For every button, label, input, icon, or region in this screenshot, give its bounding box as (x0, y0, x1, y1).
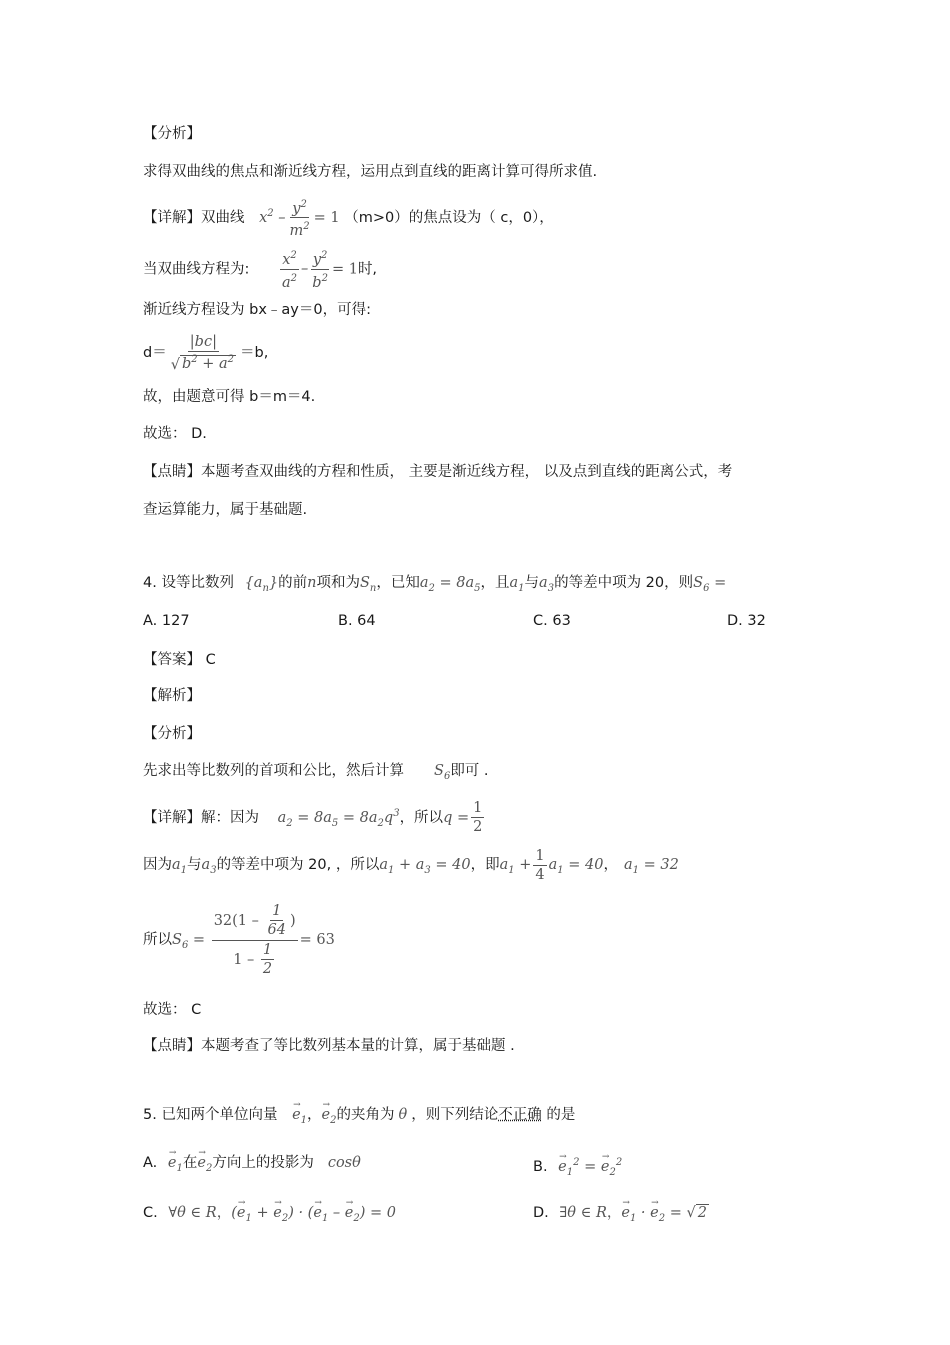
q4-line2-d: ，即 (470, 857, 500, 873)
q4-analysis-heading: 【分析】 (143, 726, 201, 742)
when-text: 当双曲线方程为: (143, 261, 250, 278)
q4-option-d[interactable]: D. 32 (727, 613, 766, 629)
q4-line2-b: 与 (187, 857, 202, 873)
conclusion-line: 故，由题意可得 b＝m＝4. (143, 389, 316, 405)
q4-suoyi: 所以 (143, 932, 172, 948)
q5-stem-b: ， (307, 1107, 322, 1123)
q4-stem-d: ，已知 (376, 575, 420, 591)
q4-line2-a: 因为 (143, 857, 172, 873)
q5-option-a-mid: 在 (182, 1155, 198, 1171)
q4-stem: 4. 设等比数列 $\{a_n\}$的前n项和为$S_n$，已知$a_2 = 8a_5$，且$a_1$与$a_3$的等差中项为 20，则$S_6$ = (143, 575, 727, 594)
q4-line2-c: 的等差中项为 20, ，所以 (216, 857, 380, 873)
q4-stem-e: ，且 (480, 575, 510, 591)
q4-option-b[interactable]: B. 64 (338, 613, 376, 629)
q5-option-b[interactable]: B. → $e_1^2$ = → $e_2^2$ (533, 1153, 622, 1183)
focus-condition: （m>0）的焦点设为（ c，0）， (344, 209, 554, 226)
q4-detail-b: ，所以 (399, 809, 444, 826)
s6-fraction: 32(1 – $\frac{1}{64}$ ) 1 – $\frac{1}{2}$ (213, 903, 296, 977)
q4-jiexi: 【解析】 (143, 688, 201, 704)
when-end: 时, (357, 261, 378, 278)
q4-detail-2: 因为$a_1$与$a_3$的等差中项为 20, ，所以$a_1 + a_3 = 40$，即$a_1$ + $\frac{1}{4}$ $a_1 = 40$， $a_1 = 32$ (143, 847, 679, 883)
q4-line2-e: ， (603, 857, 618, 873)
detail-line-1: 【详解】双曲线 $x^2$ – $\frac{y^2}{m^2}$ = 1 （m>0）的焦点设为（ c，0）， (143, 198, 554, 240)
q4-comment: 【点睛】本题考查了等比数列基本量的计算，属于基础题 . (143, 1038, 515, 1054)
comment-line-1: 【点睛】本题考查双曲线的方程和性质， 主要是渐近线方程， 以及点到直线的距离公式，考 (143, 464, 733, 480)
d-suffix: ＝b, (240, 345, 269, 361)
q4-option-c[interactable]: C. 63 (533, 613, 571, 629)
q4-detail-3: 所以$S_6$ = 32(1 – $\frac{1}{64}$ ) 1 – $\frac{1}{2}$ = 63 (143, 903, 335, 977)
q5-option-a-label: A. (143, 1155, 158, 1171)
q5-option-a[interactable]: A. → $e_1$在→ $e_2$方向上的投影为 cosθ (143, 1153, 361, 1179)
distance-line (143, 330, 268, 376)
q5-stem-c: 的夹角为 (336, 1107, 395, 1123)
q5-option-a-end: 方向上的投影为 (212, 1155, 314, 1171)
q4-stem-b: 的前 (278, 575, 308, 591)
q4-detail-1: 【详解】解：因为 $a_2 = 8a_5 = 8a_2q^3$，所以q = $\frac{1}{2}$ (143, 800, 483, 836)
q5-stem-emphasis: 不正确 (498, 1107, 542, 1123)
q4-analysis-b: 即可 . (450, 763, 489, 779)
distance-fraction: $\frac{|bc|}{√ b^2 + a^2}$ (170, 333, 235, 373)
q4-analysis-text: 先求出等比数列的首项和公比，然后计算 $S_6$即可 . (143, 763, 489, 782)
standard-equation: $\frac{x^2}{a^2}$ – $\frac{y^2}{b^2}$ (282, 250, 328, 291)
comment-line-2: 查运算能力，属于基础题. (143, 502, 308, 518)
q5-option-c[interactable]: C. ∀θ ∈ R，(→ $e_1$ + → $e_2$) · (→ $e_1$ – → $e_2) = 0$ (143, 1203, 396, 1229)
hyperbola-equation: $x^2$ – $\frac{y^2}{m^2}$ (259, 198, 310, 240)
detail-line-2: 当双曲线方程为: $\frac{x^2}{a^2}$ – $\frac{y^2}{b^2}$ = 1时, (143, 250, 378, 291)
analysis-heading: 【分析】 (143, 126, 201, 142)
analysis-text: 求得双曲线的焦点和渐近线方程，运用点到直线的距离计算可得所求值. (143, 164, 598, 180)
detail-heading: 【详解】双曲线 (143, 209, 245, 226)
q4-detail-a: 【详解】解：因为 (143, 809, 259, 826)
q4-analysis-a: 先求出等比数列的首项和公比，然后计算 (143, 763, 404, 779)
q5-stem-a: 5. 已知两个单位向量 (143, 1107, 278, 1123)
choice-line: 故选： D. (143, 426, 207, 442)
q5-option-c-label: C. (143, 1205, 158, 1221)
q5-option-d[interactable]: D. ∃θ ∈ R，→ $e_1$ · → $e_2$ = √ 2 (533, 1203, 709, 1229)
q4-stem-a: 4. 设等比数列 (143, 575, 234, 591)
d-prefix: d＝ (143, 345, 167, 361)
q4-stem-g: 的等差中项为 20，则 (554, 575, 694, 591)
q5-stem-d: ，则下列结论 (411, 1107, 499, 1123)
q5-stem-e: 的是 (541, 1107, 576, 1123)
q4-choice: 故选： C (143, 1002, 202, 1018)
q4-stem-c: 项和为 (316, 575, 360, 591)
q4-stem-f: 与 (524, 575, 540, 591)
q5-stem: 5. 已知两个单位向量 → $e_1$，→ $e_2$的夹角为 θ ，则下列结论不正确 的是 (143, 1105, 575, 1131)
asymptote-line: 渐近线方程设为 bx﹣ay＝0，可得: (143, 302, 371, 318)
q4-option-a[interactable]: A. 127 (143, 613, 190, 629)
q4-answer: 【答案】 C (143, 652, 216, 668)
q5-option-d-label: D. (533, 1205, 549, 1221)
q5-option-b-label: B. (533, 1158, 548, 1175)
